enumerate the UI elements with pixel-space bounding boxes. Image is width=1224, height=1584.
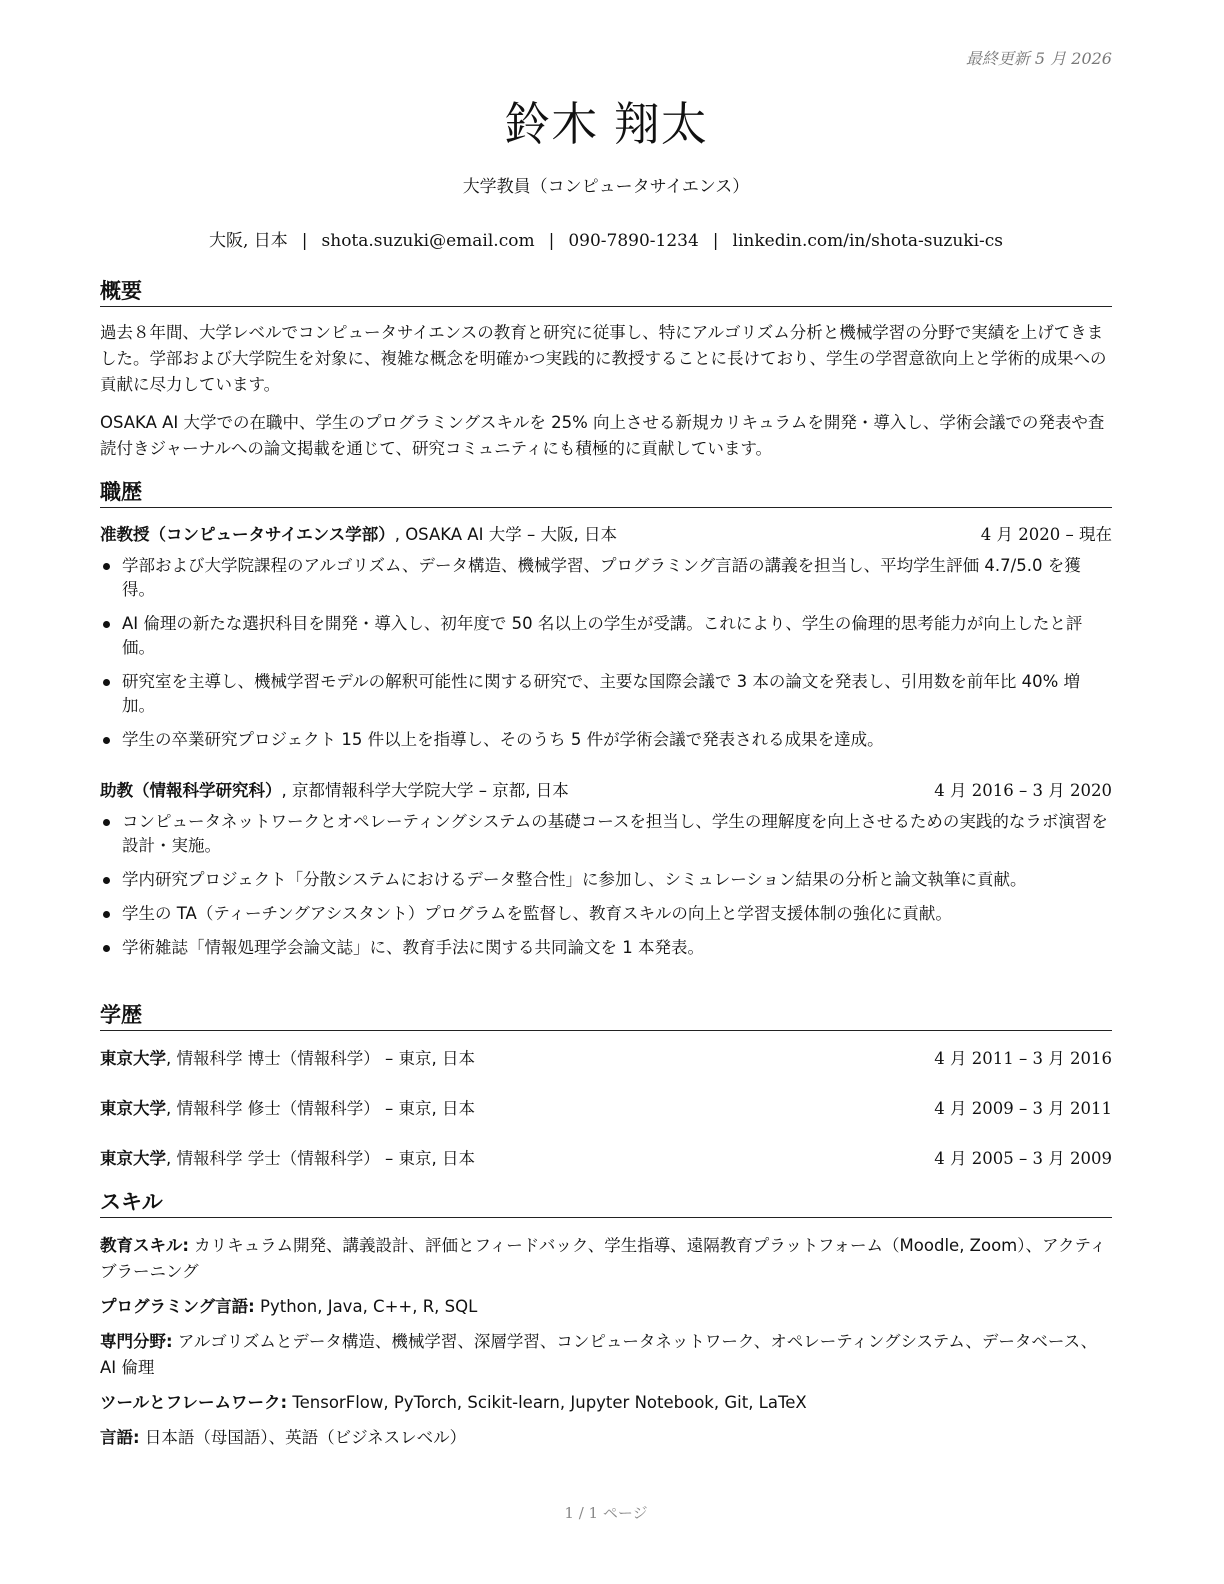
skill-row bbox=[100, 1390, 1112, 1416]
job-org: , OSAKA AI 大学 – 大阪, 日本 bbox=[394, 525, 617, 544]
list-item: 学術雑誌「情報処理学会論文誌」に、教育手法に関する共同論文を 1 本発表。 bbox=[100, 936, 1112, 960]
skill-value: カリキュラム開発、講義設計、評価とフィードバック、学生指導、遠隔教育プラットフォーム（Moodle, Zoom）、アクティブラーニング bbox=[100, 1236, 1107, 1281]
skill-value: TensorFlow, PyTorch, Scikit-learn, Jupyter Notebook, Git, LaTeX bbox=[287, 1393, 807, 1412]
education-dates: 4 月 2009 – 3 月 2011 bbox=[934, 1099, 1112, 1118]
education-school: 東京大学 bbox=[100, 1049, 166, 1068]
person-name: 鈴木 翔太 bbox=[504, 97, 708, 151]
job-dates: 4 月 2016 – 3 月 2020 bbox=[934, 781, 1112, 800]
skill-label: ツールとフレームワーク: bbox=[100, 1393, 288, 1412]
education-dates: 4 月 2005 – 3 月 2009 bbox=[934, 1149, 1112, 1168]
job-header bbox=[100, 523, 1112, 547]
last-updated: 最終更新 5 月 2026 bbox=[965, 49, 1112, 68]
skill-row bbox=[100, 1233, 1112, 1285]
resume-page bbox=[100, 0, 1112, 1584]
section-title-summary: 概要 bbox=[100, 278, 1112, 307]
education-dates: 4 月 2011 – 3 月 2016 bbox=[934, 1049, 1112, 1068]
skill-value: 日本語（母国語）、英語（ビジネスレベル） bbox=[139, 1428, 467, 1447]
job-org: , 京都情報科学大学院大学 – 京都, 日本 bbox=[281, 781, 569, 800]
skill-label: プログラミング言語: bbox=[100, 1297, 255, 1316]
education-detail: , 情報科学 学士（情報科学） – 東京, 日本 bbox=[166, 1149, 475, 1168]
list-item: 学生の TA（ティーチングアシスタント）プログラムを監督し、教育スキルの向上と学習支援体制の強化に貢献。 bbox=[100, 902, 1112, 926]
list-item: 学部および大学院課程のアルゴリズム、データ構造、機械学習、プログラミング言語の講義を担当し、平均学生評価 4.7/5.0 を獲得。 bbox=[100, 554, 1112, 602]
job-bullets bbox=[100, 810, 1112, 970]
skill-label: 言語: bbox=[100, 1428, 140, 1447]
list-item: 学内研究プロジェクト「分散システムにおけるデータ整合性」に参加し、シミュレーション結果の分析と論文執筆に貢献。 bbox=[100, 868, 1112, 892]
skill-value: Python, Java, C++, R, SQL bbox=[254, 1297, 478, 1316]
contact-separator: | bbox=[301, 231, 308, 251]
job-header bbox=[100, 779, 1112, 803]
page-number: 1 / 1 ページ bbox=[564, 1504, 648, 1522]
education-detail: , 情報科学 博士（情報科学） – 東京, 日本 bbox=[166, 1049, 475, 1068]
contact-location: 大阪, 日本 bbox=[208, 231, 288, 251]
skill-row bbox=[100, 1329, 1112, 1381]
contact-phone[interactable]: 090-7890-1234 bbox=[568, 231, 699, 251]
job-role: 助教（情報科学研究科） bbox=[100, 781, 282, 800]
skill-label: 教育スキル: bbox=[100, 1236, 189, 1255]
summary-paragraph: OSAKA AI 大学での在職中、学生のプログラミングスキルを 25% 向上させる新規カリキュラムを開発・導入し、学術会議での発表や査読付きジャーナルへの論文掲載を通じて、研究コミュニティにも積極的に貢献しています。 bbox=[100, 413, 1105, 458]
list-item: コンピュータネットワークとオペレーティングシステムの基礎コースを担当し、学生の理解度を向上させるための実践的なラボ演習を設計・実施。 bbox=[100, 810, 1112, 858]
section-title-education: 学歴 bbox=[100, 1002, 1112, 1031]
contact-separator: | bbox=[548, 231, 555, 251]
list-item: 学生の卒業研究プロジェクト 15 件以上を指導し、そのうち 5 件が学術会議で発表される成果を達成。 bbox=[100, 728, 1112, 752]
education-detail: , 情報科学 修士（情報科学） – 東京, 日本 bbox=[166, 1099, 475, 1118]
section-title-experience: 職歴 bbox=[100, 479, 1112, 508]
summary-paragraph: 過去８年間、大学レベルでコンピュータサイエンスの教育と研究に従事し、特にアルゴリズム分析と機械学習の分野で実績を上げてきました。学部および大学院生を対象に、複雑な概念を明確かつ実践的に教授することに長けており、学生の学習意欲向上と学術的成果への貢献に尽力しています。 bbox=[100, 323, 1107, 394]
skill-row bbox=[100, 1294, 1112, 1320]
education-school: 東京大学 bbox=[100, 1149, 166, 1168]
education-row bbox=[100, 1097, 1112, 1121]
skill-value: アルゴリズムとデータ構造、機械学習、深層学習、コンピュータネットワーク、オペレーティングシステム、データベース、AI 倫理 bbox=[100, 1332, 1098, 1377]
contact-separator: | bbox=[712, 231, 719, 251]
list-item: 研究室を主導し、機械学習モデルの解釈可能性に関する研究で、主要な国際会議で 3 本の論文を発表し、引用数を前年比 40% 増加。 bbox=[100, 670, 1112, 718]
education-row bbox=[100, 1147, 1112, 1171]
contact-line bbox=[100, 226, 1112, 251]
section-title-skills: スキル bbox=[100, 1189, 1112, 1218]
contact-email[interactable]: shota.suzuki@email.com bbox=[321, 231, 535, 251]
education-school: 東京大学 bbox=[100, 1099, 166, 1118]
headline: 大学教員（コンピュータサイエンス） bbox=[462, 177, 750, 197]
skill-label: 専門分野: bbox=[100, 1332, 173, 1351]
list-item: AI 倫理の新たな選択科目を開発・導入し、初年度で 50 名以上の学生が受講。これにより、学生の倫理的思考能力が向上したと評価。 bbox=[100, 612, 1112, 660]
job-role: 准教授（コンピュータサイエンス学部） bbox=[100, 525, 395, 544]
education-row bbox=[100, 1047, 1112, 1071]
job-bullets bbox=[100, 554, 1112, 762]
job-dates: 4 月 2020 – 現在 bbox=[980, 525, 1112, 544]
skill-row bbox=[100, 1425, 1112, 1451]
contact-linkedin[interactable]: linkedin.com/in/shota-suzuki-cs bbox=[732, 231, 1004, 251]
